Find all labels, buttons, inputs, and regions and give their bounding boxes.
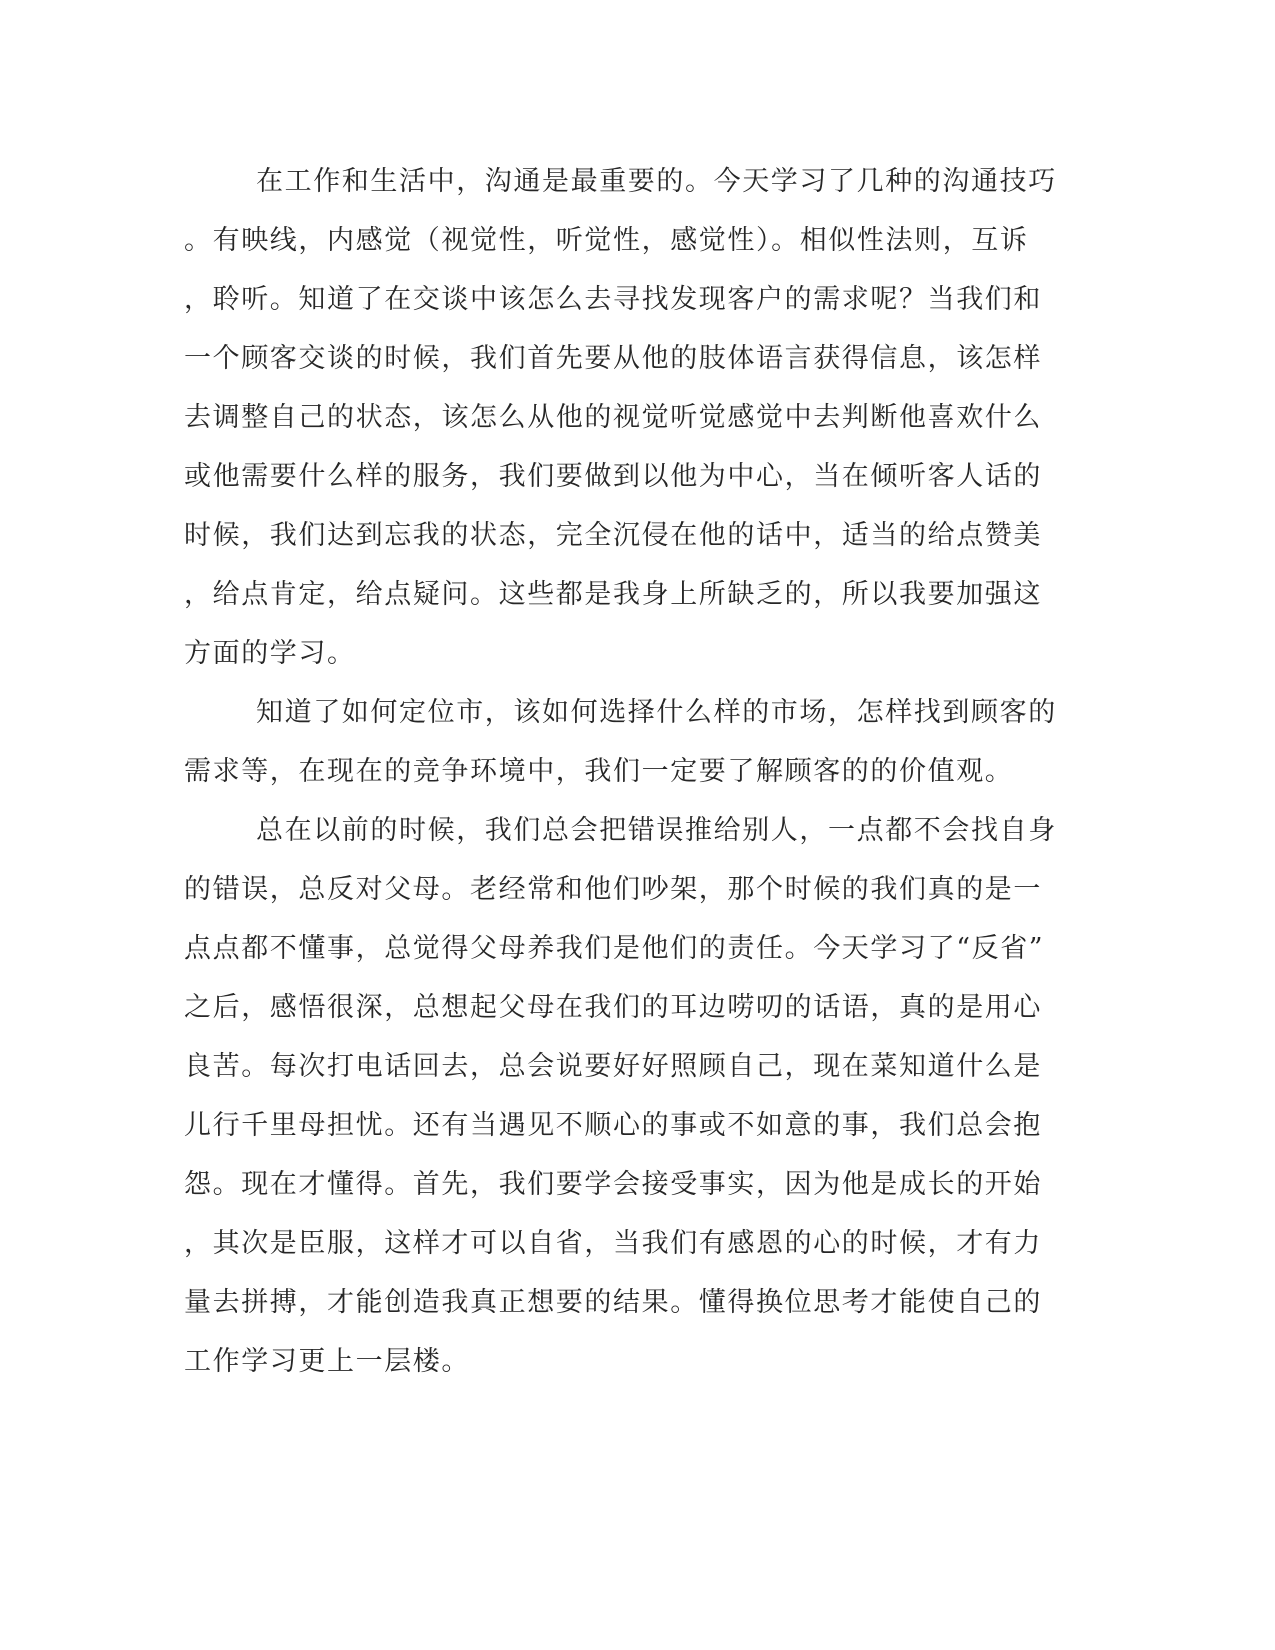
paragraph-3-line-2: 的错误，总反对父母。老经常和他们吵架，那个时候的我们真的是一 (184, 874, 1042, 905)
paragraph-1-line-6: 或他需要什么样的服务，我们要做到以他为中心，当在倾听客人话的 (184, 461, 1042, 492)
paragraph-3-line-3: 点点都不懂事，总觉得父母养我们是他们的责任。今天学习了“反省” (184, 933, 1045, 964)
paragraph-1-line-1: 在工作和生活中，沟通是最重要的。今天学习了几种的沟通技巧 (256, 166, 1057, 197)
paragraph-3-line-1: 总在以前的时候，我们总会把错误推给别人，一点都不会找自身 (256, 815, 1057, 846)
paragraph-3-line-10: 工作学习更上一层楼。 (184, 1346, 470, 1377)
paragraph-2-line-2: 需求等，在现在的竞争环境中，我们一定要了解顾客的的价值观。 (184, 756, 1014, 787)
paragraph-2-line-1: 知道了如何定位市，该如何选择什么样的市场，怎样找到顾客的 (256, 697, 1057, 728)
paragraph-3-line-6: 儿行千里母担忧。还有当遇见不顺心的事或不如意的事，我们总会抱 (184, 1110, 1042, 1141)
paragraph-1-line-3: ，聆听。知道了在交谈中该怎么去寻找发现客户的需求呢？当我们和 (184, 284, 1042, 315)
paragraph-3-line-5: 良苦。每次打电话回去，总会说要好好照顾自己，现在菜知道什么是 (184, 1051, 1042, 1082)
paragraph-3-line-8: ，其次是臣服，这样才可以自省，当我们有感恩的心的时候，才有力 (184, 1228, 1042, 1259)
paragraph-1-line-5: 去调整自己的状态，该怎么从他的视觉听觉感觉中去判断他喜欢什么 (184, 402, 1042, 433)
paragraph-1-line-4: 一个顾客交谈的时候，我们首先要从他的肢体语言获得信息，该怎样 (184, 343, 1042, 374)
paragraph-1-line-9: 方面的学习。 (184, 638, 356, 669)
paragraph-1-line-8: ，给点肯定，给点疑问。这些都是我身上所缺乏的，所以我要加强这 (184, 579, 1042, 610)
paragraph-1-line-7: 时候，我们达到忘我的状态，完全沉侵在他的话中，适当的给点赞美 (184, 520, 1042, 551)
paragraph-3-line-7: 怨。现在才懂得。首先，我们要学会接受事实，因为他是成长的开始 (184, 1169, 1042, 1200)
paragraph-3-line-4: 之后，感悟很深，总想起父母在我们的耳边唠叨的话语，真的是用心 (184, 992, 1042, 1023)
paragraph-3-line-9: 量去拼搏，才能创造我真正想要的结果。懂得换位思考才能使自己的 (184, 1287, 1042, 1318)
paragraph-1-line-2: 。有映线，内感觉（视觉性，听觉性，感觉性）。相似性法则，互诉 (184, 225, 1029, 256)
